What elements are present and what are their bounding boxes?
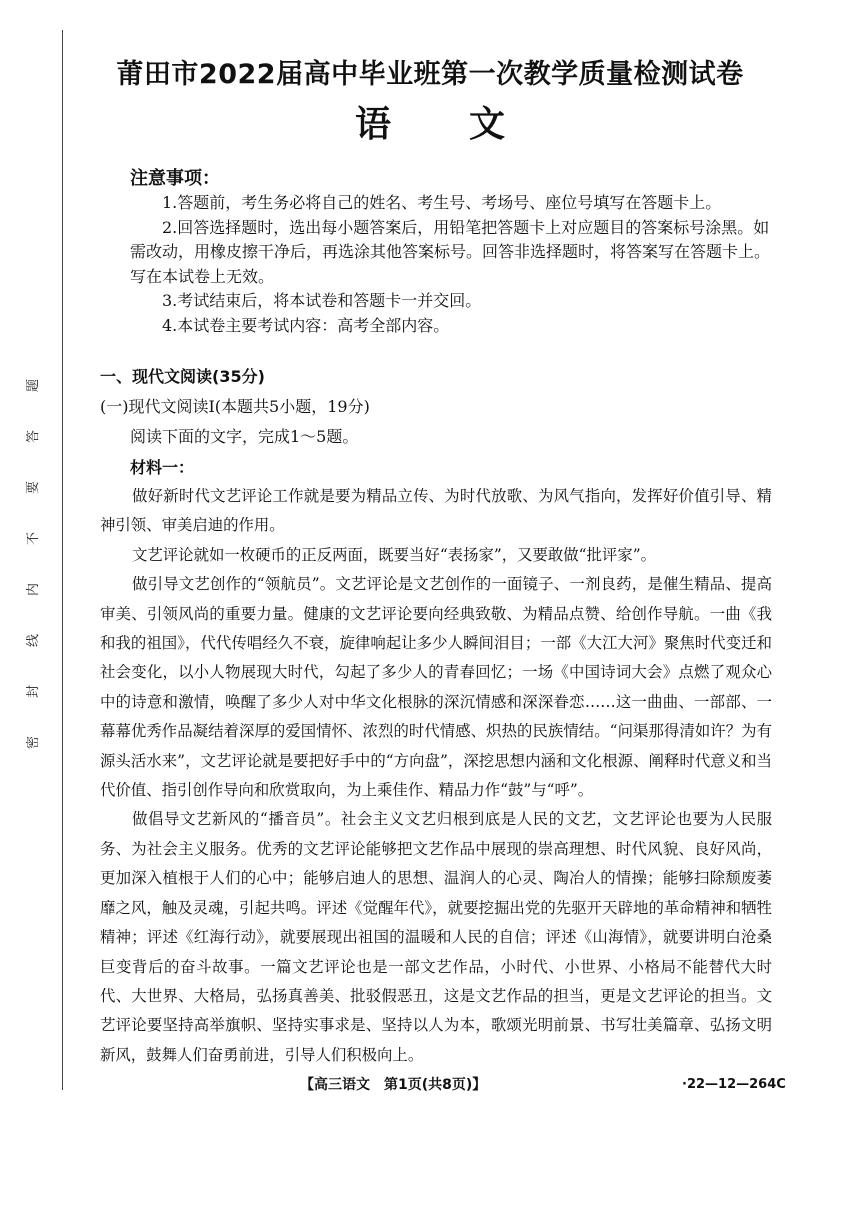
paper-code: ·22—12—264C (682, 1077, 786, 1092)
note-item: 3.考试结束后，将本试卷和答题卡一并交回。 (162, 291, 482, 310)
binding-char: 要 (26, 480, 42, 495)
notes-heading: 注意事项： (130, 168, 220, 189)
binding-char: 封 (26, 684, 42, 699)
binding-char: 答 (26, 429, 42, 444)
binding-char: 密 (26, 735, 42, 750)
binding-char: 内 (26, 582, 42, 597)
exam-title: 莆田市2022届高中毕业班第一次教学质量检测试卷 (116, 59, 744, 90)
note-item: 2.回答选择题时，选出每小题答案后，用铅笔把答题卡上对应题目的答案标号涂黑。如需改动，用橡皮擦干净后，再选涂其他答案标号。回答非选择题时，将答案写在答题卡上。写在本试卷上无效。 (130, 217, 771, 286)
binding-char: 题 (26, 378, 42, 393)
paragraph: 文艺评论就如一枚硬币的正反两面，既要当好“表扬家”，又要敢做“批评家”。 (132, 545, 656, 564)
material-label: 材料一： (130, 458, 195, 477)
binding-char: 线 (26, 633, 42, 648)
note-item: 1.答题前，考生务必将自己的姓名、考生号、考场号、座位号填写在答题卡上。 (162, 193, 722, 212)
section-heading: 一、现代文阅读(35分) (100, 367, 265, 386)
material-body (100, 482, 772, 1070)
binding-char: 不 (26, 531, 42, 546)
binding-margin-notice (26, 360, 60, 768)
page-footer: 【高三语文 第1页(共8页)】 (300, 1077, 487, 1093)
reading-instruction: 阅读下面的文字，完成1～5题。 (130, 427, 359, 446)
binding-line (62, 30, 63, 1090)
paragraph: 做引导文艺创作的“领航员”。文艺评论是文艺创作的一面镜子、一剂良药，是催生精品、提高审美、引领风尚的重要力量。健康的文艺评论要向经典致敬、为精品点赞、给创作导航。一曲《我和我的祖国》，代代传唱经久不衰，旋律响起让多少人瞬间泪目；一部《大江大河》聚焦时代变迁和社会变化，以小人物展现大时代，勾起了多少人的青春回忆；一场《中国诗词大会》点燃了观众心中的诗意和激情，唤醒了多少人对中华文化根脉的深沉情感和深深眷恋……这一曲曲、一部部、一幕幕优秀作品凝结着深厚的爱国情怀、浓烈的时代情感、炽热的民族情结。“问渠那得清如许？为有源头活水来”，文艺评论就是要把好手中的“方向盘”，深挖思想内涵和文化根源、阐释时代意义和当代价值、指引创作导向和欣赏取向，为上乘佳作、精品力作“鼓”与“呼”。 (100, 575, 772, 800)
notes-list (130, 191, 770, 338)
note-item: 4.本试卷主要考试内容：高考全部内容。 (162, 315, 450, 335)
paragraph: 做好新时代文艺评论工作就是要为精品立传、为时代放歌、为风气指向，发挥好价值引导、精神引领、审美启迪的作用。 (100, 487, 772, 535)
paragraph: 做倡导文艺新风的“播音员”。社会主义文艺归根到底是人民的文艺，文艺评论也要为人民服务、为社会主义服务。优秀的文艺评论能够把文艺作品中展现的崇高理想、时代风貌、良好风尚，更加深入植根于人们的心中；能够启迪人的思想、温润人的心灵、陶冶人的情操；能够扫除颓废萎靡之风，触及灵魂，引起共鸣。评述《觉醒年代》，就要挖掘出党的先驱开天辟地的革命精神和牺牲精神；评述《红海行动》，就要展现出祖国的温暖和人民的自信；评述《山海情》，就要讲明白沧桑巨变背后的奋斗故事。一篇文艺评论也是一部文艺作品，小时代、小世界、小格局不能替代大时代、大世界、大格局，弘扬真善美、批驳假恶丑，这是文艺作品的担当，更是文艺评论的担当。文艺评论要坚持高举旗帜、坚持实事求是、坚持以人为本，歌颂光明前景、书写壮美篇章、弘扬文明新风，鼓舞人们奋勇前进，引导人们积极向上。 (100, 810, 772, 1064)
subsection-heading: (一)现代文阅读Ⅰ(本题共5小题，19分) (100, 397, 370, 416)
exam-subject: 语文 (354, 104, 583, 145)
